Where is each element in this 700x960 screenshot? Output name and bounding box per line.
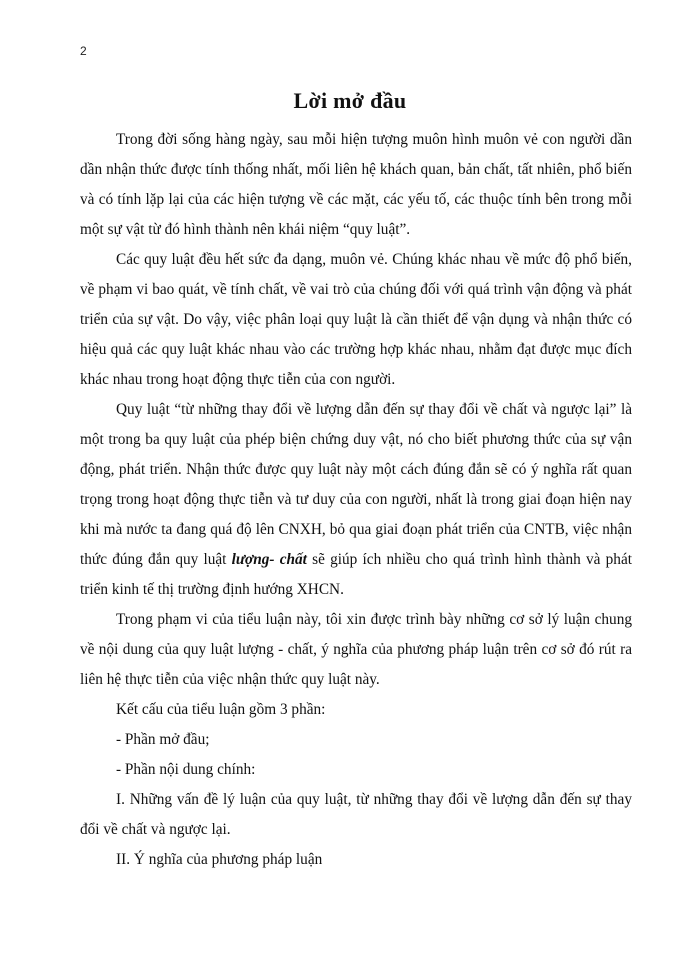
paragraph-law-quantity-quality [80,395,632,605]
structure-item-main-content: - Phần nội dung chính: [116,761,256,778]
page-number: 2 [80,44,87,58]
paragraph-scope: Trong phạm vi của tiểu luận này, tôi xin được trình bày những cơ sở lý luận chung về nội dung của quy luật lượng - chất, ý nghĩa của phương pháp luận trên cơ sở đó rút ra liên hệ thực tiễn của việc nhận thức quy luật này. [80,611,632,688]
structure-item-opening: - Phần mở đầu; [116,731,210,748]
emphasis-quantity-quality: lượng- chất [231,551,307,568]
paragraph-structure-intro: Kết cấu của tiểu luận gồm 3 phần: [116,701,326,718]
paragraph-text-after: sẽ giúp ích nhiều cho quá trình hình thành và phát triển kinh tế thị trường định hướng XHCN. [80,551,632,598]
paragraph-intro: Trong đời sống hàng ngày, sau mỗi hiện tượng muôn hình muôn vẻ con người dần dần nhận thức được tính thống nhất, mối liên hệ khách quan, bản chất, tất nhiên, phổ biến và có tính lặp lại của các hiện tượng về các mặt, các yếu tố, các thuộc tính bên trong mỗi một sự vật từ đó hình thành nên khái niệm “quy luật”. [80,131,632,238]
structure-item-section-2: II. Ý nghĩa của phương pháp luận [116,851,323,868]
page-title: Lời mở đầu [293,88,407,113]
paragraph-text-before: Quy luật “từ những thay đổi về lượng dẫn đến sự thay đổi về chất và ngược lại” là một trong ba quy luật của phép biện chứng duy vật, nó cho biết phương thức của sự vận động, phát triển. Nhận thức được quy luật này một cách đúng đắn sẽ có ý nghĩa rất quan trọng trong hoạt động thực tiễn và tư duy của con người, nhất là trong giai đoạn hiện nay khi mà nước ta đang quá độ lên CNXH, bỏ qua giai đoạn phát triển của CNTB, việc nhận thức đúng đắn quy luật [80,401,632,568]
document-body [80,125,632,875]
structure-item-section-1: I. Những vấn đề lý luận của quy luật, từ những thay đổi về lượng dẫn đến sự thay đổi về chất và ngược lại. [80,791,632,838]
paragraph-law-diversity: Các quy luật đều hết sức đa dạng, muôn vẻ. Chúng khác nhau về mức độ phổ biến, về phạm vi bao quát, về tính chất, về vai trò của chúng đối với quá trình vận động và phát triển của sự vật. Do vậy, việc phân loại quy luật là cần thiết để vận dụng và nhận thức có hiệu quả các quy luật khác nhau vào các trường hợp khác nhau, nhằm đạt được mục đích khác nhau trong hoạt động thực tiễn của con người. [80,251,632,388]
